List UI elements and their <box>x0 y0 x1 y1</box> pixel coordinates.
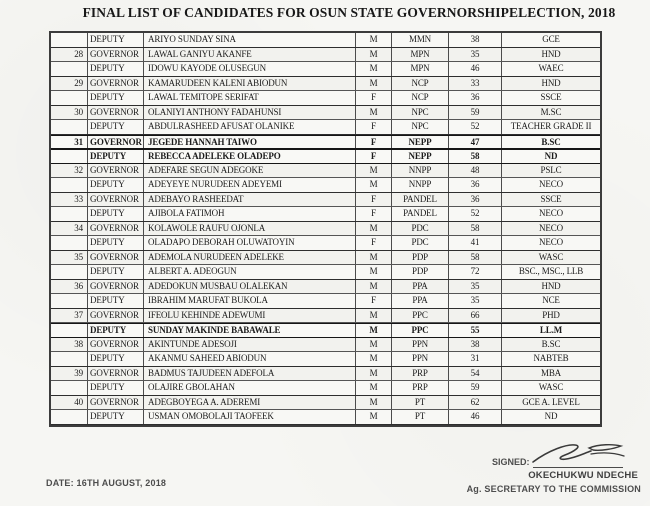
cell-gender: M <box>356 396 392 410</box>
cell-position: DEPUTY <box>88 120 144 134</box>
cell-position: GOVERNOR <box>88 251 144 265</box>
cell-qualification: SSCE <box>540 92 562 102</box>
table-row <box>51 106 600 121</box>
signatory-title: Ag. SECRETARY TO THE COMMISSION <box>466 484 641 494</box>
cell-name: ALBERT A. ADEOGUN <box>144 265 356 279</box>
signature-icon <box>529 436 629 470</box>
cell-party: NEPP <box>392 136 449 149</box>
cell-qualification: BSC., MSC., LLB <box>518 266 584 276</box>
cell-number: 38 <box>51 338 88 352</box>
cell-qualification: TEACHER GRADE II <box>510 121 592 131</box>
cell-position: GOVERNOR <box>88 396 144 410</box>
cell-gender: M <box>356 324 392 337</box>
cell-name: ADEYEYE NURUDEEN ADEYEMI <box>144 178 356 192</box>
cell-party: PDP <box>392 265 449 279</box>
cell-number <box>51 381 88 395</box>
table-row <box>51 193 600 208</box>
cell-age: 59 <box>449 106 502 120</box>
cell-name: IBRAHIM MARUFAT BUKOLA <box>144 294 356 308</box>
cell-number: 35 <box>51 251 88 265</box>
cell-name: ADEFARE SEGUN ADEGOKE <box>144 164 356 178</box>
cell-gender: M <box>356 352 392 366</box>
cell-party: PDC <box>392 236 449 250</box>
cell-position: DEPUTY <box>88 352 144 366</box>
cell-number <box>51 236 88 250</box>
cell-party: MPN <box>392 62 449 76</box>
cell-name: USMAN OMOBOLAJI TAOFEEK <box>144 410 356 424</box>
cell-age: 58 <box>449 251 502 265</box>
cell-party: NCP <box>392 91 449 105</box>
signed-label: SIGNED: <box>492 457 530 467</box>
table-row <box>51 338 600 353</box>
cell-age: 52 <box>449 207 502 221</box>
cell-gender: M <box>356 164 392 178</box>
table-row <box>51 135 600 150</box>
table-row <box>51 91 600 106</box>
cell-number <box>51 120 88 134</box>
cell-party: PANDEL <box>392 193 449 207</box>
cell-age: 35 <box>449 48 502 62</box>
cell-name: ABDULRASHEED AFUSAT OLANIKE <box>144 120 356 134</box>
cell-age: 54 <box>449 367 502 381</box>
cell-position: GOVERNOR <box>88 77 144 91</box>
cell-age: 36 <box>449 193 502 207</box>
cell-qualification: NECO <box>539 179 563 189</box>
cell-gender: F <box>356 207 392 221</box>
cell-party: NEPP <box>392 150 449 163</box>
cell-name: ARIYO SUNDAY SINA <box>144 33 356 47</box>
table-row <box>51 33 600 48</box>
cell-party: PDC <box>392 222 449 236</box>
cell-position: DEPUTY <box>88 207 144 221</box>
cell-number: 31 <box>51 136 88 149</box>
cell-qualification: NABTEB <box>533 353 569 363</box>
cell-name: REBECCA ADELEKE OLADEPO <box>144 150 356 163</box>
table-row <box>51 265 600 280</box>
cell-age: 46 <box>449 62 502 76</box>
cell-qualification: NECO <box>539 237 563 247</box>
cell-qualification: MBA <box>540 367 562 378</box>
cell-gender: F <box>356 193 392 207</box>
table-row <box>51 222 600 237</box>
cell-qualification: SSCE <box>540 193 562 204</box>
cell-age: 33 <box>449 77 502 91</box>
cell-name: ADEMOLA NURUDEEN ADELEKE <box>144 251 356 265</box>
cell-number: 33 <box>51 193 88 207</box>
cell-number <box>51 62 88 76</box>
cell-qualification: GCE <box>542 34 560 44</box>
table-row <box>51 207 600 222</box>
cell-name: KAMARUDEEN KALENI ABIODUN <box>144 77 356 91</box>
cell-gender: M <box>356 309 392 323</box>
cell-qualification: LL.M <box>539 325 563 335</box>
cell-age: 36 <box>449 91 502 105</box>
cell-qualification: PHD <box>542 309 560 320</box>
cell-position: GOVERNOR <box>88 48 144 62</box>
cell-party: PPC <box>392 309 449 323</box>
cell-number: 36 <box>51 280 88 294</box>
cell-qualification: B.SC <box>541 136 561 147</box>
table-row <box>51 309 600 324</box>
cell-age: 47 <box>449 136 502 149</box>
cell-gender: M <box>356 381 392 395</box>
cell-name: JEGEDE HANNAH TAIWO <box>144 136 356 149</box>
cell-party: NPC <box>392 106 449 120</box>
cell-qualification: HND <box>541 48 561 59</box>
table-row <box>51 48 600 63</box>
cell-number <box>51 150 88 163</box>
cell-gender: M <box>356 106 392 120</box>
cell-gender: M <box>356 222 392 236</box>
cell-position: GOVERNOR <box>88 193 144 207</box>
cell-age: 62 <box>449 396 502 410</box>
cell-qualification: HND <box>541 280 561 291</box>
cell-name: AKINTUNDE ADESOJI <box>144 338 356 352</box>
cell-gender: M <box>356 251 392 265</box>
cell-number <box>51 178 88 192</box>
cell-position: DEPUTY <box>88 410 144 424</box>
cell-number: 28 <box>51 48 88 62</box>
cell-gender: M <box>356 265 392 279</box>
table-row <box>51 323 600 338</box>
cell-party: PPN <box>392 338 449 352</box>
table-row <box>51 294 600 309</box>
cell-qualification: ND <box>544 151 558 161</box>
cell-number <box>51 324 88 337</box>
cell-position: DEPUTY <box>88 294 144 308</box>
cell-position: GOVERNOR <box>88 106 144 120</box>
cell-position: GOVERNOR <box>88 164 144 178</box>
cell-party: PPC <box>392 324 449 337</box>
table-row <box>51 410 600 425</box>
cell-position: GOVERNOR <box>88 222 144 236</box>
cell-position: GOVERNOR <box>88 280 144 294</box>
cell-name: ADEDOKUN MUSBAU OLALEKAN <box>144 280 356 294</box>
signatory-name: OKECHUKWU NDECHE <box>528 470 638 481</box>
cell-position: DEPUTY <box>88 33 144 47</box>
cell-position: DEPUTY <box>88 91 144 105</box>
cell-age: 35 <box>449 294 502 308</box>
cell-number <box>51 91 88 105</box>
cell-name: OLAJIRE GBOLAHAN <box>144 381 356 395</box>
cell-party: PPN <box>392 352 449 366</box>
cell-age: 72 <box>449 265 502 279</box>
cell-gender: F <box>356 136 392 149</box>
cell-age: 52 <box>449 120 502 134</box>
cell-party: PANDEL <box>392 207 449 221</box>
cell-name: LAWAL TEMITOPE SERIFAT <box>144 91 356 105</box>
cell-number <box>51 33 88 47</box>
cell-qualification: NCE <box>542 295 560 305</box>
cell-qualification: WASC <box>538 382 564 392</box>
cell-age: 59 <box>449 381 502 395</box>
cell-age: 48 <box>449 164 502 178</box>
cell-qualification: M.SC <box>540 106 562 117</box>
cell-gender: F <box>356 150 392 163</box>
cell-number <box>51 352 88 366</box>
cell-gender: F <box>356 236 392 250</box>
cell-party: PT <box>392 396 449 410</box>
cell-party: PT <box>392 410 449 424</box>
cell-number <box>51 265 88 279</box>
cell-gender: F <box>356 91 392 105</box>
table-row <box>51 280 600 295</box>
cell-gender: M <box>356 62 392 76</box>
cell-qualification: PSLC <box>540 164 562 175</box>
cell-age: 46 <box>449 410 502 424</box>
cell-qualification: GCE A. LEVEL <box>522 396 580 407</box>
cell-gender: F <box>356 294 392 308</box>
cell-qualification: WASC <box>538 251 564 262</box>
cell-name: IFEOLU KEHINDE ADEWUMI <box>144 309 356 323</box>
cell-name: LAWAL GANIYU AKANFE <box>144 48 356 62</box>
cell-party: PPA <box>392 280 449 294</box>
cell-name: KOLAWOLE RAUFU OJONLA <box>144 222 356 236</box>
table-row <box>51 149 600 164</box>
cell-gender: M <box>356 367 392 381</box>
candidates-table <box>49 31 602 427</box>
cell-name: OLANIYI ANTHONY FADAHUNSI <box>144 106 356 120</box>
cell-party: PRP <box>392 367 449 381</box>
cell-party: NPC <box>392 120 449 134</box>
cell-gender: M <box>356 410 392 424</box>
cell-position: DEPUTY <box>88 236 144 250</box>
cell-age: 35 <box>449 280 502 294</box>
cell-qualification: HND <box>541 77 561 88</box>
cell-gender: M <box>356 33 392 47</box>
cell-age: 41 <box>449 236 502 250</box>
cell-number: 40 <box>51 396 88 410</box>
cell-party: MPN <box>392 48 449 62</box>
cell-number: 39 <box>51 367 88 381</box>
page-title: FINAL LIST OF CANDIDATES FOR OSUN STATE GOVERNORSHIPELECTION, 2018 <box>82 5 616 20</box>
cell-name: ADEGBOYEGA A. ADEREMI <box>144 396 356 410</box>
cell-party: PDP <box>392 251 449 265</box>
cell-position: GOVERNOR <box>88 136 144 149</box>
table-row <box>51 396 600 411</box>
cell-gender: M <box>356 338 392 352</box>
cell-party: NCP <box>392 77 449 91</box>
cell-name: IDOWU KAYODE OLUSEGUN <box>144 62 356 76</box>
cell-qualification: ND <box>544 411 558 421</box>
cell-age: 38 <box>449 338 502 352</box>
cell-age: 58 <box>449 222 502 236</box>
cell-number: 30 <box>51 106 88 120</box>
cell-gender: M <box>356 280 392 294</box>
cell-number: 32 <box>51 164 88 178</box>
cell-number <box>51 410 88 424</box>
cell-party: MMN <box>392 33 449 47</box>
cell-gender: F <box>356 120 392 134</box>
cell-qualification: NECO <box>539 208 563 218</box>
cell-position: GOVERNOR <box>88 367 144 381</box>
table-row <box>51 178 600 193</box>
cell-name: AJIBOLA FATIMOH <box>144 207 356 221</box>
cell-gender: M <box>356 77 392 91</box>
cell-age: 58 <box>449 150 502 163</box>
cell-qualification: NECO <box>539 222 563 233</box>
cell-gender: M <box>356 48 392 62</box>
cell-number <box>51 294 88 308</box>
cell-name: ADEBAYO RASHEEDAT <box>144 193 356 207</box>
table-row <box>51 236 600 251</box>
cell-name: OLADAPO DEBORAH OLUWATOYIN <box>144 236 356 250</box>
signature-block <box>425 436 645 500</box>
table-row <box>51 352 600 367</box>
cell-age: 66 <box>449 309 502 323</box>
cell-position: DEPUTY <box>88 381 144 395</box>
cell-age: 31 <box>449 352 502 366</box>
table-row <box>51 120 600 135</box>
table-row <box>51 77 600 92</box>
cell-party: PPA <box>392 294 449 308</box>
table-row <box>51 381 600 396</box>
cell-position: DEPUTY <box>88 265 144 279</box>
cell-name: AKANMU SAHEED ABIODUN <box>144 352 356 366</box>
cell-age: 55 <box>449 324 502 337</box>
table-row <box>51 367 600 382</box>
cell-party: NNPP <box>392 164 449 178</box>
cell-position: GOVERNOR <box>88 309 144 323</box>
table-row <box>51 62 600 77</box>
table-row <box>51 251 600 266</box>
cell-number: 29 <box>51 77 88 91</box>
cell-position: DEPUTY <box>88 178 144 192</box>
cell-age: 36 <box>449 178 502 192</box>
table-row <box>51 164 600 179</box>
cell-number: 34 <box>51 222 88 236</box>
cell-number <box>51 207 88 221</box>
date-text: DATE: 16TH AUGUST, 2018 <box>46 478 167 488</box>
cell-qualification: WAEC <box>538 63 564 73</box>
cell-position: DEPUTY <box>88 150 144 163</box>
cell-name: BADMUS TAJUDEEN ADEFOLA <box>144 367 356 381</box>
cell-party: NNPP <box>392 178 449 192</box>
cell-position: DEPUTY <box>88 62 144 76</box>
cell-position: GOVERNOR <box>88 338 144 352</box>
cell-gender: M <box>356 178 392 192</box>
cell-position: DEPUTY <box>88 324 144 337</box>
cell-qualification: B.SC <box>541 338 561 349</box>
cell-name: SUNDAY MAKINDE BABAWALE <box>144 324 356 337</box>
cell-party: PRP <box>392 381 449 395</box>
cell-number: 37 <box>51 309 88 323</box>
cell-age: 38 <box>449 33 502 47</box>
